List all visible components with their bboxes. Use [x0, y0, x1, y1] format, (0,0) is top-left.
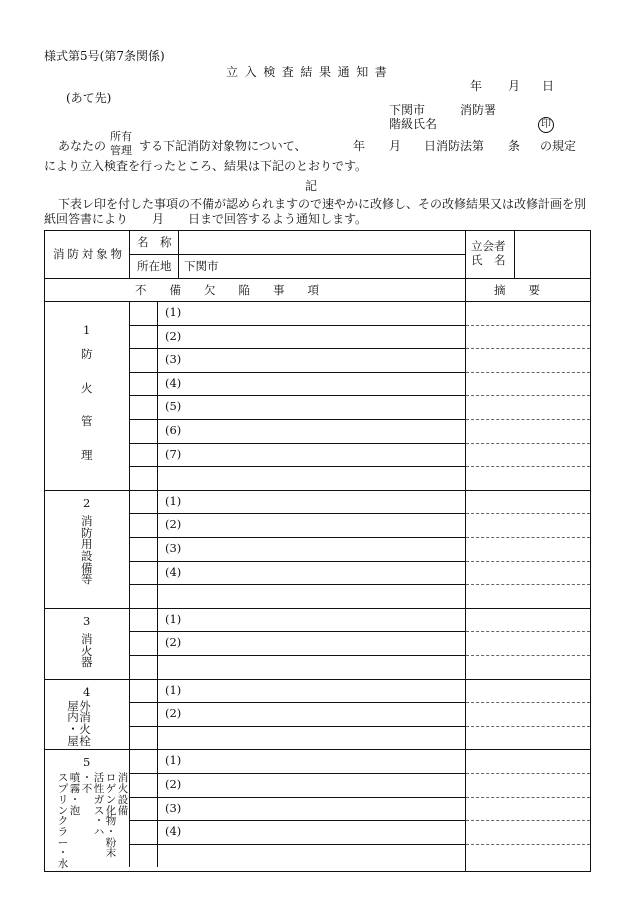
label-char: 防 [81, 525, 93, 540]
section-number: 2 [83, 495, 91, 510]
label-char: 消 [79, 710, 91, 725]
check-cell[interactable] [130, 420, 157, 443]
check-cell[interactable] [130, 444, 157, 467]
body-line1: する下記消防対象物について、 [139, 139, 307, 153]
remarks-divider [466, 348, 590, 349]
label-char: 噴 [69, 772, 81, 785]
label-char: 火 [117, 783, 129, 796]
defect-item-label: (3) [165, 541, 182, 555]
label-char: 防 [81, 347, 93, 361]
sender-rank-name: 階級氏名 [389, 117, 438, 131]
kanri-option: 管理 [110, 144, 132, 157]
section-separator [45, 679, 590, 680]
section-number: 4 [83, 684, 91, 699]
instruction-line2b: 月 [152, 212, 165, 226]
check-cell[interactable] [130, 632, 157, 655]
section-label [67, 698, 91, 748]
defect-item-label: (5) [165, 399, 182, 414]
label-char: ・ [69, 793, 81, 806]
addressee: (あて先) [66, 91, 112, 105]
instruction-line1: 下表レ印を付した事項の不備が認められますので速やかに改修し、その改修結果又は改修計画を別 [58, 197, 587, 211]
anata-no: あなたの [58, 139, 107, 153]
table-line [157, 608, 158, 679]
table-line [157, 749, 158, 867]
sender-office: 消防署 [460, 103, 497, 117]
table-line [129, 561, 465, 562]
table-line [129, 325, 465, 326]
label-char: ン [57, 804, 69, 817]
check-cell[interactable] [130, 609, 157, 632]
label-char: 等 [81, 572, 93, 587]
remarks-divider [466, 844, 590, 845]
remarks-divider [466, 419, 590, 420]
label-char: 栓 [79, 733, 91, 748]
label-char: 器 [81, 655, 93, 670]
label-char: ラ [57, 825, 69, 838]
defect-item-label: (7) [165, 446, 182, 461]
label-char: 設 [81, 548, 93, 563]
label-char: 管 [81, 414, 93, 429]
label-column [57, 773, 69, 869]
remarks-divider [466, 561, 590, 562]
remarks-divider [466, 395, 590, 396]
label-char: 理 [81, 448, 93, 463]
label-char: 備 [81, 560, 93, 575]
label-char: 霧 [69, 783, 81, 796]
defect-item-label: (6) [165, 423, 182, 437]
label-char: ・ [57, 847, 69, 860]
check-cell[interactable] [130, 396, 157, 419]
label-char: 物 [105, 815, 117, 828]
check-cell[interactable] [130, 774, 157, 797]
defect-item-label: (1) [165, 493, 182, 508]
check-cell[interactable] [130, 703, 157, 726]
label-char: ー [57, 836, 69, 849]
label-char: 火 [81, 643, 93, 658]
label-char: ハ [93, 825, 105, 838]
witness-label-2: 氏 名 [471, 253, 506, 267]
section-label [81, 513, 93, 587]
defect-item-label: (1) [165, 611, 182, 626]
remarks-divider [466, 537, 590, 538]
table-line [129, 443, 465, 444]
body-provision: の規定 [540, 139, 577, 153]
label-char: 屋 [67, 733, 79, 748]
location-value[interactable]: 下関市 [184, 259, 219, 273]
check-cell[interactable] [130, 302, 157, 325]
label-char: ス [93, 804, 105, 817]
check-cell[interactable] [130, 349, 157, 372]
table-line [129, 348, 465, 349]
remarks-divider [466, 655, 590, 656]
remarks-header: 摘 要 [494, 283, 540, 297]
label-char: 化 [105, 804, 117, 817]
label-char: 消 [81, 513, 93, 528]
defect-item-label: (2) [165, 706, 182, 721]
body-article: 条 [508, 139, 521, 153]
defect-item-label: (2) [165, 517, 182, 532]
defect-item-label: (2) [165, 635, 182, 650]
remarks-divider [466, 584, 590, 585]
table-line [129, 726, 465, 727]
location-label: 所在地 [137, 259, 172, 273]
section-separator [45, 608, 590, 609]
label-char: 不 [81, 783, 93, 796]
table-line [129, 820, 465, 821]
label-column [69, 773, 81, 869]
remarks-divider [466, 631, 590, 632]
label-char: ・ [67, 722, 79, 737]
inspection-table [44, 230, 591, 872]
label-char: 消 [81, 631, 93, 646]
label-char: 水 [57, 858, 69, 871]
target-label: 消防対象物 [53, 247, 125, 261]
remarks-divider [466, 820, 590, 821]
remarks-divider [466, 702, 590, 703]
label-char: 泡 [69, 804, 81, 817]
defect-item-label: (1) [165, 753, 182, 768]
table-line [157, 490, 158, 608]
defect-item-label: (3) [165, 352, 182, 367]
date-month: 月 [508, 79, 521, 93]
body-day-law: 日消防法第 [424, 139, 485, 153]
defect-item-label: (4) [165, 564, 182, 579]
check-cell[interactable] [130, 326, 157, 349]
table-line [129, 702, 465, 703]
section-separator [45, 749, 590, 750]
label-char: 消 [117, 772, 129, 785]
label-column [67, 698, 79, 748]
table-line [129, 419, 465, 420]
check-cell[interactable] [130, 750, 157, 773]
defect-item-label: (4) [165, 824, 182, 839]
table-line [465, 231, 466, 278]
remarks-divider [466, 513, 590, 514]
body-year: 年 [353, 139, 366, 153]
table-line [129, 773, 465, 774]
label-char: プ [57, 783, 69, 796]
label-char: ス [57, 772, 69, 785]
table-line [514, 231, 515, 278]
label-char: 火 [81, 380, 93, 395]
label-char: 設 [117, 793, 129, 806]
table-line [129, 844, 465, 845]
label-char: 用 [81, 537, 93, 552]
document-title: 立入検査結果通知書 [226, 65, 394, 79]
defect-item-label: (4) [165, 375, 182, 390]
body-line2: により立入検査を行ったところ、結果は下記のとおりです。 [44, 159, 368, 173]
section-number: 3 [83, 613, 91, 628]
form-number: 様式第5号(第7条関係) [44, 49, 165, 63]
label-char: 性 [93, 783, 105, 796]
label-column [105, 773, 117, 869]
defect-item-label: (1) [165, 682, 182, 697]
defect-item-label: (2) [165, 777, 182, 791]
instruction-line2c: 日まで回答するよう通知します。 [188, 212, 368, 226]
remarks-divider [466, 797, 590, 798]
section-label [81, 349, 93, 462]
table-line [129, 631, 465, 632]
check-cell[interactable] [130, 798, 157, 821]
check-cell[interactable] [130, 514, 157, 537]
label-char: 備 [117, 804, 129, 817]
table-line [129, 655, 465, 656]
label-char: ク [57, 815, 69, 828]
shoyuu-option: 所有 [110, 130, 132, 143]
table-line [129, 584, 465, 585]
label-char: 内 [67, 710, 79, 725]
label-column [93, 773, 105, 869]
table-line [129, 797, 465, 798]
check-cell[interactable] [130, 538, 157, 561]
table-line [45, 301, 590, 302]
section-separator [45, 490, 590, 491]
label-char: ロ [105, 772, 117, 785]
label-char: リ [57, 793, 69, 806]
check-cell[interactable] [130, 491, 157, 514]
remarks-divider [466, 372, 590, 373]
label-char: 活 [93, 772, 105, 785]
witness-label-1: 立会者 [471, 239, 506, 253]
label-char: 外 [79, 698, 91, 713]
defect-item-label: (2) [165, 328, 182, 343]
body-month: 月 [389, 139, 402, 153]
section-label [81, 631, 93, 670]
check-cell[interactable] [130, 562, 157, 585]
label-column [117, 773, 129, 869]
table-line [129, 513, 465, 514]
table-line [129, 537, 465, 538]
name-label: 名 称 [137, 235, 172, 249]
date-year: 年 [470, 79, 483, 93]
remarks-divider [466, 726, 590, 727]
section-number: 1 [83, 323, 91, 337]
label-column [81, 773, 93, 869]
label-char: ・ [105, 825, 117, 838]
table-line [129, 372, 465, 373]
remarks-divider [466, 466, 590, 467]
label-char: ゲ [105, 783, 117, 796]
label-char: ・ [81, 772, 93, 785]
label-char: ・ [93, 815, 105, 828]
label-char: ガ [93, 793, 105, 806]
defect-item-label: (1) [165, 305, 182, 319]
defects-header: 不 備 欠 陥 事 項 [135, 283, 319, 297]
table-line [465, 278, 466, 871]
remarks-divider [466, 325, 590, 326]
check-cell[interactable] [130, 373, 157, 396]
date-day: 日 [542, 79, 555, 93]
check-cell[interactable] [130, 680, 157, 703]
table-line [129, 466, 465, 467]
label-char: 火 [79, 722, 91, 737]
remarks-divider [466, 773, 590, 774]
check-cell[interactable] [130, 821, 157, 844]
table-line [157, 679, 158, 750]
section-label [57, 773, 129, 869]
section-number: 5 [83, 755, 91, 770]
label-char: 粉 [105, 836, 117, 849]
table-line [129, 395, 465, 396]
label-char: 末 [105, 847, 117, 860]
sender-city: 下関市 [389, 103, 426, 117]
table-line [129, 254, 465, 255]
label-column [79, 698, 91, 748]
label-char: 屋 [67, 698, 79, 713]
defect-item-label: (3) [165, 800, 182, 815]
label-char: ン [105, 793, 117, 806]
remarks-divider [466, 443, 590, 444]
instruction-line2a: 紙回答書により [44, 212, 129, 226]
seal-icon: 印 [538, 117, 554, 133]
table-line [45, 278, 590, 279]
ki-label: 記 [305, 179, 318, 193]
